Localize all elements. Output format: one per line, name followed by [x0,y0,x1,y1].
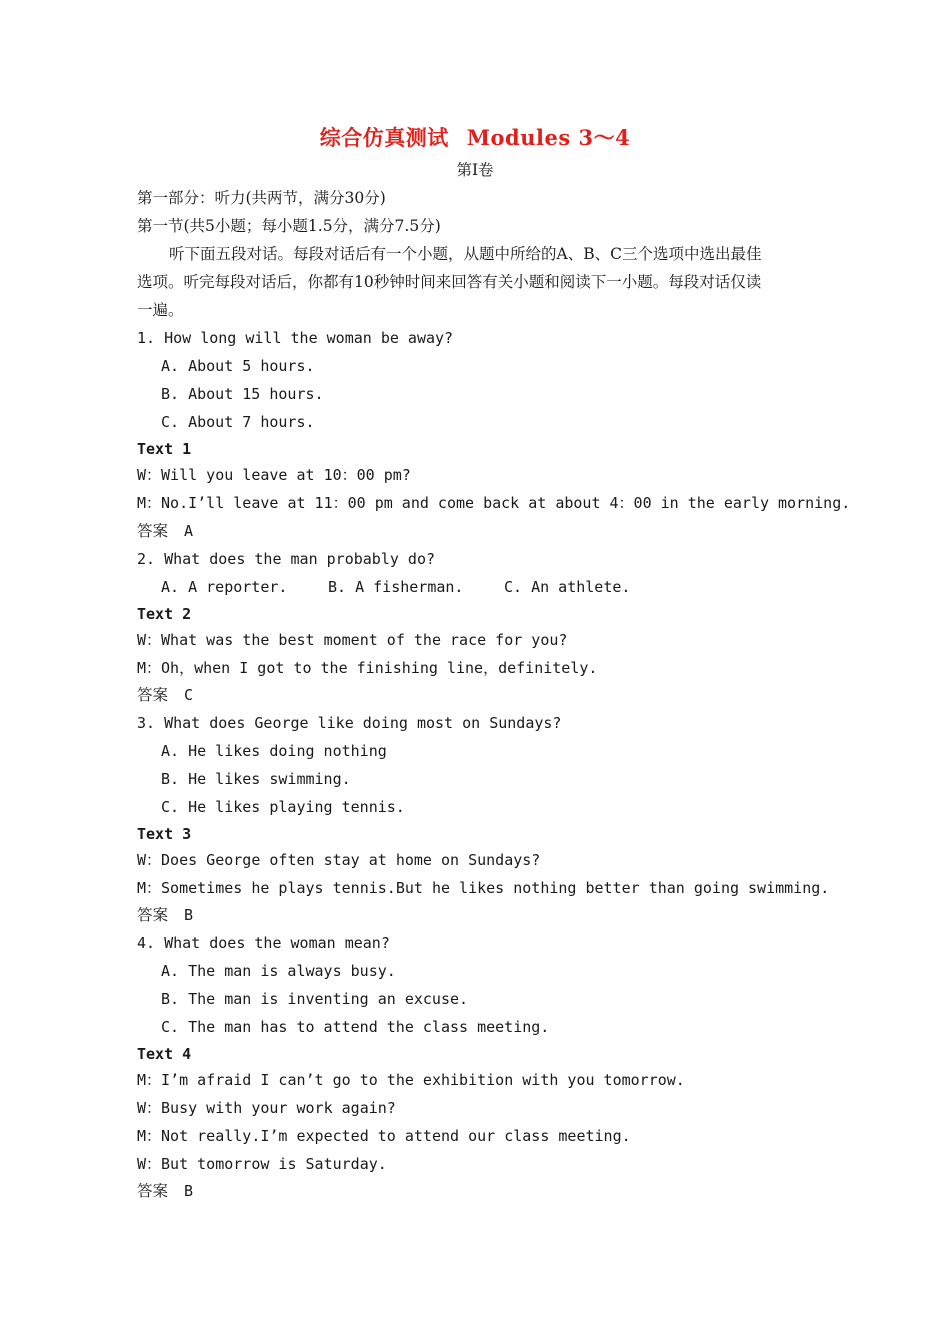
question-3-option-c: C. He likes playing tennis. [161,798,405,816]
text-2-line-2: M：Oh，when I got to the finishing line，definitely. [137,659,598,677]
text-4-line-1: M：I’m afraid I can’t go to the exhibition with you tomorrow. [137,1071,685,1089]
title-modules: Modules 3～4 [466,125,631,150]
question-4-option-b: B. The man is inventing an excuse. [161,990,469,1008]
instructions-line-1: 听下面五段对话。每段对话后有一个小题，从题中所给的A、B、C三个选项中选出最佳 [169,245,762,263]
question-3-option-b: B. He likes swimming. [161,770,351,788]
question-1-option-b: B. About 15 hours. [161,385,324,403]
answer-label: 答案 [137,522,169,540]
part-one-heading: 第一部分：听力(共两节，满分30分) [137,189,386,207]
answer-1 [137,521,827,541]
question-3: 3. What does George like doing most on Sundays? [137,714,562,732]
text-1-label: Text 1 [137,440,192,458]
text-2-line-1: W：What was the best moment of the race for you? [137,631,568,649]
page-title [0,122,950,152]
instructions-line-3: 一遍。 [137,301,184,319]
answer-value: A [184,522,194,540]
question-3-option-a: A. He likes doing nothing [161,742,387,760]
text-4-line-4: W：But tomorrow is Saturday. [137,1155,387,1173]
text-3-line-2: M：Sometimes he plays tennis.But he likes nothing better than going swimming. [137,879,830,897]
question-2-option-c: C. An athlete. [504,578,631,596]
title-chinese: 综合仿真测试 [319,125,449,150]
text-1-line-2: M：No.I’ll leave at 11：00 pm and come back at about 4：00 in the early morning. [137,494,851,512]
question-1: 1. How long will the woman be away? [137,329,454,347]
question-2: 2. What does the man probably do? [137,550,436,568]
text-2-label: Text 2 [137,605,192,623]
text-4-line-2: W：Busy with your work again? [137,1099,396,1117]
question-2-option-b: B. A fisherman. [328,578,464,596]
question-1-option-c: C. About 7 hours. [161,413,315,431]
answer-value: B [184,1182,194,1200]
question-2-options [161,577,851,597]
text-4-line-3: M：Not really.I’m expected to attend our class meeting. [137,1127,631,1145]
volume-heading: 第Ⅰ卷 [456,161,494,179]
answer-3 [137,905,827,925]
question-4-option-c: C. The man has to attend the class meeting. [161,1018,550,1036]
text-3-label: Text 3 [137,825,192,843]
question-1-option-a: A. About 5 hours. [161,357,315,375]
answer-label: 答案 [137,906,169,924]
question-4: 4. What does the woman mean? [137,934,390,952]
text-3-line-1: W：Does George often stay at home on Sundays? [137,851,541,869]
instructions-line-2: 选项。听完每段对话后，你都有10秒钟时间来回答有关小题和阅读下一小题。每段对话仅读 [137,273,762,291]
answer-value: B [184,906,194,924]
text-4-label: Text 4 [137,1045,192,1063]
question-2-option-a: A. A reporter. [161,578,288,596]
text-1-line-1: W：Will you leave at 10：00 pm? [137,466,411,484]
answer-label: 答案 [137,1182,169,1200]
answer-2 [137,685,827,705]
question-4-option-a: A. The man is always busy. [161,962,396,980]
section-one-heading: 第一节(共5小题；每小题1.5分，满分7.5分) [137,217,441,235]
answer-label: 答案 [137,686,169,704]
answer-value: C [184,686,194,704]
answer-4 [137,1181,827,1201]
